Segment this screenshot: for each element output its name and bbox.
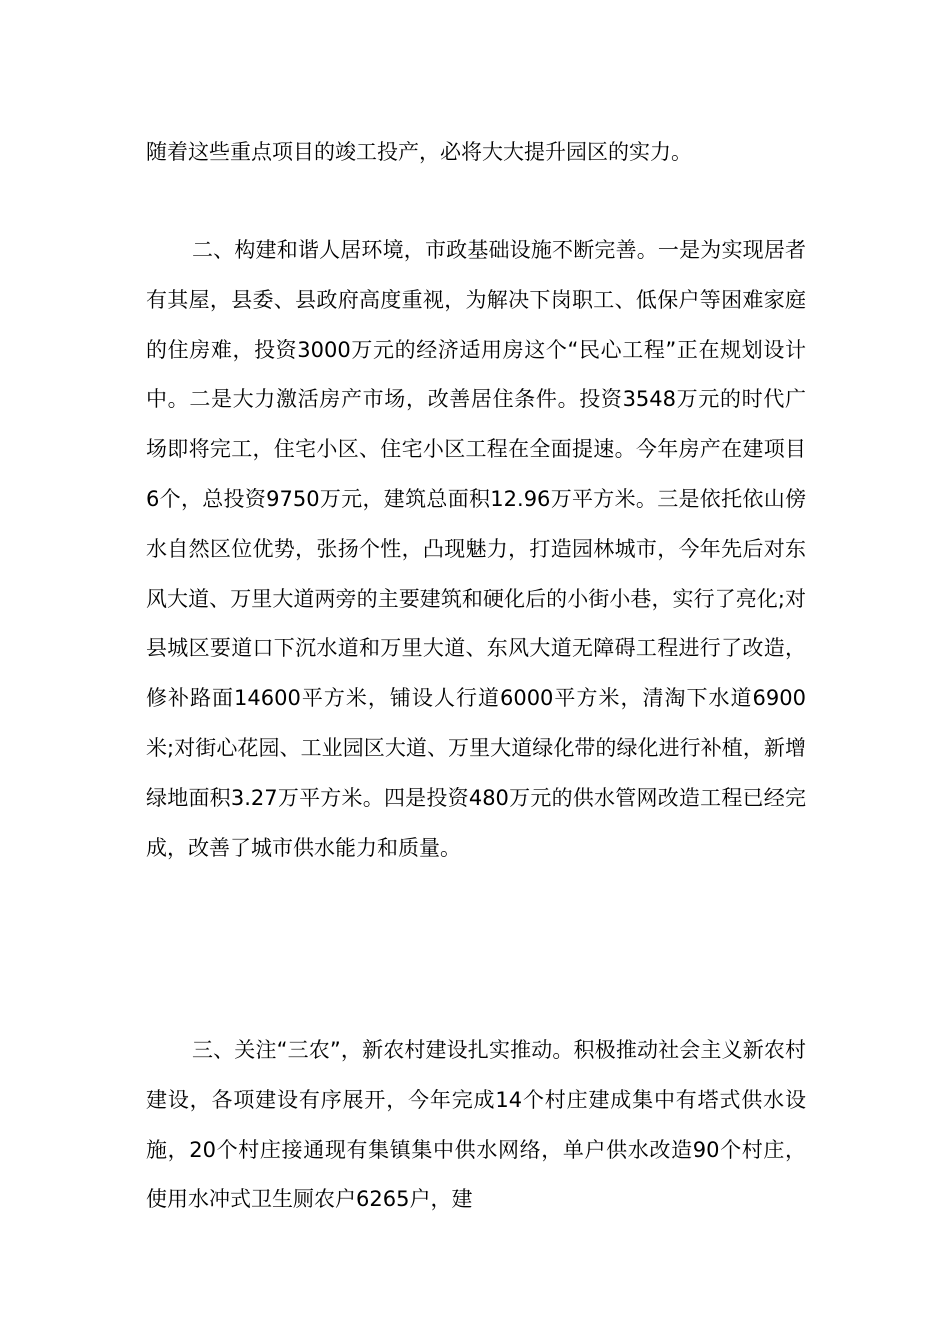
paragraph-section-three: 三、关注“三农”，新农村建设扎实推动。积极推动社会主义新农村建设，各项建设有序展开，今年完成14个村庄建成集中有塔式供水设施，20个村庄接通现有集镇集中供水网络，单户供水改造90个村庄，使用水冲式卫生厕农户6265户，建 [146, 1038, 806, 1212]
paragraph-continuation: 随着这些重点项目的竣工投产，必将大大提升园区的实力。 [146, 140, 692, 164]
paragraph-section-two: 二、构建和谐人居环境，市政基础设施不断完善。一是为实现居者有其屋，县委、县政府高度重视，为解决下岗职工、低保户等困难家庭的住房难，投资3000万元的经济适用房这个“民心工程”正在规划设计中。二是大力激活房产市场，改善居住条件。投资3548万元的时代广场即将完工，住宅小区、住宅小区工程在全面提速。今年房产在建项目6个，总投资9750万元，建筑总面积12.96万平方米。三是依托依山傍水自然区位优势，张扬个性，凸现魅力，打造园林城市，今年先后对东风大道、万里大道两旁的主要建筑和硬化后的小街小巷，实行了亮化;对县城区要道口下沉水道和万里大道、东风大道无障碍工程进行了改造，修补路面14600平方米，铺设人行道6000平方米，清淘下水道6900米;对街心花园、工业园区大道、万里大道绿化带的绿化进行补植，新增绿地面积3.27万平方米。四是投资480万元的供水管网改造工程已经完成，改善了城市供水能力和质量。 [146, 238, 806, 860]
